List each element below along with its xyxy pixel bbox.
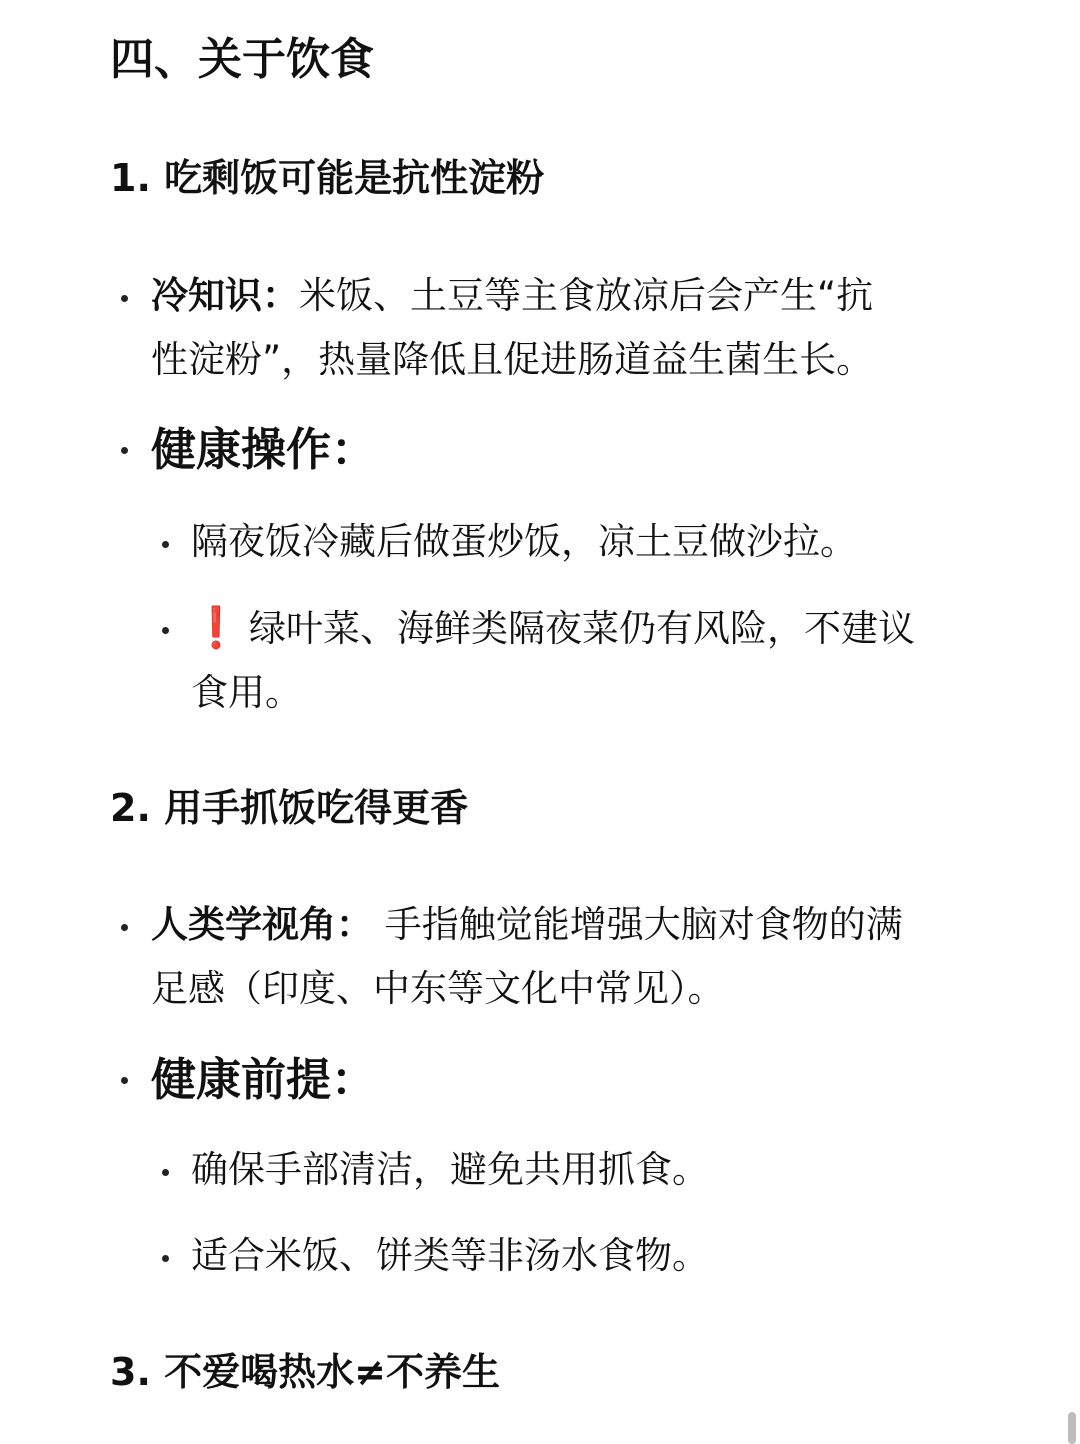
bullet-dot (121, 295, 128, 302)
bullet-dot (162, 627, 169, 634)
bullet-dot (162, 1255, 169, 1262)
bullet-dot (162, 1169, 169, 1176)
fact-text-line1: 米饭、土豆等主食放凉后会产生“抗 (299, 274, 874, 317)
list-item-text: 绿叶菜、海鲜类隔夜菜仍有风险，不建议 (249, 607, 915, 650)
list-item-warning (158, 596, 915, 725)
list-item-text: 隔夜饭冷藏后做蛋炒饭，凉土豆做沙拉。 (191, 520, 857, 563)
fact-text-line2: 性淀粉”，热量降低且促进肠道益生菌生长。 (151, 338, 874, 381)
fact-text-line2: 足感（印度、中东等文化中常见）。 (151, 967, 725, 1010)
subheading-label: 健康前提： (151, 1053, 377, 1106)
list-item (158, 1224, 709, 1288)
page-title: 四、关于饮食 (110, 34, 374, 85)
scrollbar-thumb[interactable] (1068, 1412, 1076, 1444)
section-2-heading: 2. 用手抓饭吃得更香 (110, 786, 469, 830)
section-1-heading: 1. 吃剩饭可能是抗性淀粉 (110, 156, 545, 200)
subheading-label: 健康操作： (151, 423, 377, 476)
list-item (158, 1138, 709, 1202)
list-item-text: 适合米饭、饼类等非汤水食物。 (191, 1234, 709, 1277)
fact-label: 人类学视角： (151, 903, 373, 946)
fact-text-line1: 手指触觉能增强大脑对食物的满 (373, 903, 903, 946)
exclamation-icon: ❗ (191, 605, 241, 651)
section-1-fact (118, 264, 873, 392)
bullet-dot (162, 541, 169, 548)
section-3-heading: 3. 不爱喝热水≠不养生 (110, 1350, 500, 1394)
section-2-fact (118, 893, 903, 1021)
bullet-dot (121, 1077, 128, 1084)
bullet-dot (121, 447, 128, 454)
list-item (158, 510, 857, 574)
section-2-subheading (118, 1050, 376, 1110)
list-item-text: 确保手部清洁，避免共用抓食。 (191, 1148, 709, 1191)
section-1-subheading (118, 420, 376, 480)
bullet-dot (121, 924, 128, 931)
list-item-text-line2: 食用。 (191, 671, 302, 714)
fact-label: 冷知识： (151, 274, 299, 317)
